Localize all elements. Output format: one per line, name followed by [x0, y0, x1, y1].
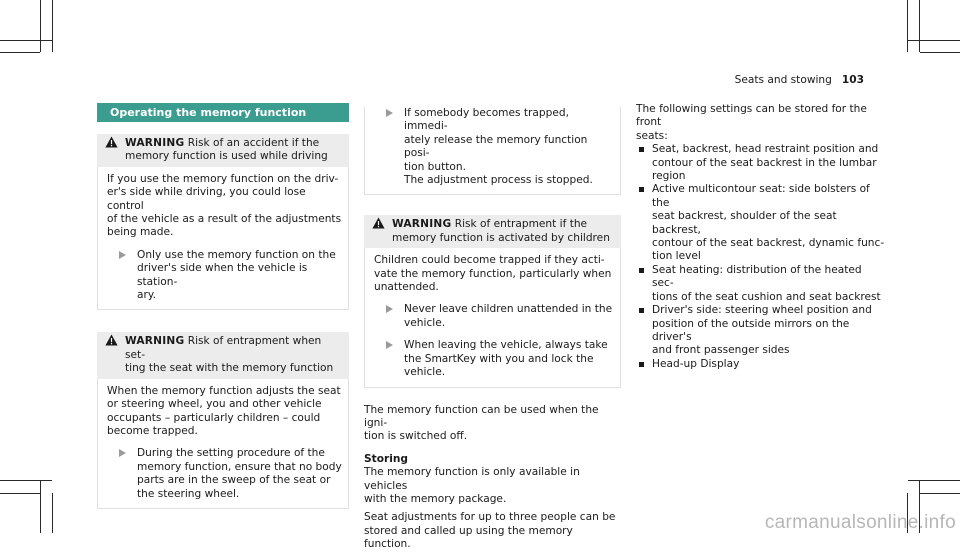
paragraph: [636, 103, 886, 143]
warning-signal-word: WARNING: [125, 137, 185, 149]
crop-mark: [920, 52, 960, 53]
action-arrow-icon: [119, 251, 126, 259]
text-line: vate the memory function, particularly when: [374, 267, 612, 280]
subheading-storing: Storing: [364, 452, 408, 465]
warning-text: [107, 173, 342, 240]
text-line: ary.: [137, 289, 156, 302]
text-line: tions of the seat cushion and seat backrest: [652, 290, 881, 303]
bullet-square-icon: [639, 147, 644, 152]
text-line: parts are in the sweep of the seat or: [137, 474, 331, 487]
text-line: vehicle.: [404, 366, 446, 379]
crop-mark: [908, 480, 960, 481]
crop-mark: [0, 480, 52, 481]
text-line: the steering wheel.: [137, 487, 240, 500]
action-step: [374, 303, 614, 330]
crop-mark: [920, 493, 960, 494]
text-line: stored and called up using the memory function.: [364, 524, 573, 551]
warning-box-entrapment-children: [364, 215, 621, 387]
text-line: Seat adjustments for up to three people can be: [364, 511, 616, 524]
warning-body: [97, 379, 349, 509]
column-left: [97, 103, 349, 509]
crop-mark: [0, 40, 52, 41]
action-arrow-icon: [386, 341, 393, 349]
text-line: During the setting procedure of the: [137, 447, 325, 460]
crop-mark: [0, 52, 40, 53]
text-line: occupants – particularly children – could: [107, 411, 321, 424]
settings-list: [636, 143, 886, 371]
text-line: of the vehicle as a result of the adjustments: [107, 213, 342, 226]
text-line: seat backrest, shoulder of the seat backrest,: [652, 210, 837, 236]
text-line: Only use the memory function on the: [137, 248, 336, 261]
action-step: [107, 447, 342, 501]
text-line: vehicle.: [404, 316, 446, 329]
text-line: er's side while driving, you could lose control: [107, 186, 306, 212]
running-header-title: Seats and stowing: [734, 74, 832, 86]
warning-head-line: Risk of an accident if the: [187, 137, 320, 149]
warning-text: [107, 385, 342, 439]
text-line: memory function, ensure that no body: [137, 460, 342, 473]
text-line: The adjustment process is stopped.: [404, 174, 593, 187]
page-number: 103: [841, 74, 864, 86]
list-item: [636, 143, 886, 183]
list-item: [636, 358, 886, 371]
text-line: If you use the memory function on the driv-: [107, 172, 339, 185]
warning-head-line: Risk of entrapment when set-: [125, 335, 322, 361]
section-title: Operating the memory function: [97, 103, 349, 122]
text-line: When the memory function adjusts the seat: [107, 384, 341, 397]
column-right: [636, 103, 886, 371]
action-step: [374, 339, 614, 379]
body-text: [636, 103, 886, 371]
text-line: Seat heating: distribution of the heated sec-: [652, 263, 862, 290]
warning-signal-word: WARNING: [125, 335, 185, 348]
text-line: Driver's side: steering wheel position and: [652, 304, 872, 317]
bullet-square-icon: [639, 268, 644, 273]
warning-body: [364, 248, 621, 387]
crop-mark: [919, 0, 920, 52]
bullet-square-icon: [639, 308, 644, 313]
text-line: The following settings can be stored for the front: [636, 103, 867, 129]
action-step: [107, 249, 342, 303]
text-line: with the memory package.: [364, 492, 507, 505]
crop-mark: [908, 40, 960, 41]
warning-head-line: memory function is activated by children: [392, 231, 610, 244]
text-line: driver's side when the vehicle is station-: [137, 262, 308, 288]
paragraph: [364, 511, 621, 551]
action-arrow-icon: [386, 305, 393, 313]
paragraph: [364, 404, 621, 444]
warning-head-line: memory function is used while driving: [125, 150, 328, 163]
crop-mark: [52, 0, 53, 52]
crop-mark: [40, 481, 41, 533]
text-line: tion button.: [404, 160, 466, 173]
text-line: unattended.: [374, 281, 439, 294]
text-line: When leaving the vehicle, always take: [404, 339, 608, 352]
crop-mark: [52, 493, 53, 533]
warning-head: [364, 215, 621, 248]
warning-box-accident: [97, 134, 349, 310]
text-line: being made.: [107, 226, 174, 239]
text-line: ately release the memory function posi-: [404, 133, 588, 160]
text-line: become trapped.: [107, 424, 198, 437]
warning-box-entrapment-setting: [97, 332, 349, 508]
warning-continuation: [364, 107, 621, 195]
list-item: [636, 304, 886, 358]
warning-head: [97, 134, 349, 167]
list-item: [636, 264, 886, 304]
body-text: [364, 404, 621, 552]
warning-triangle-icon: [372, 217, 385, 229]
warning-head: [97, 332, 349, 378]
text-line: Head-up Display: [652, 357, 740, 370]
warning-head-line: Risk of entrapment if the: [454, 218, 588, 231]
text-line: Seat, backrest, head restraint position and: [652, 143, 879, 156]
crop-mark: [907, 0, 908, 52]
list-item: [636, 183, 886, 263]
warning-triangle-icon: [105, 334, 118, 346]
crop-mark: [0, 493, 40, 494]
warning-signal-word: WARNING: [392, 218, 452, 231]
warning-triangle-icon: [105, 136, 118, 148]
bullet-square-icon: [639, 187, 644, 192]
text-line: If somebody becomes trapped, immedi-: [404, 107, 569, 133]
text-line: Children could become trapped if they acti-: [374, 254, 605, 267]
action-arrow-icon: [119, 449, 126, 457]
text-line: position of the outside mirrors on the driver's: [652, 317, 850, 343]
running-header: [735, 74, 864, 87]
text-line: Active multicontour seat: side bolsters of the: [652, 183, 870, 209]
text-line: The memory function can be used when the igni-: [364, 403, 599, 429]
action-step: [374, 107, 614, 187]
text-line: tion level: [652, 250, 701, 263]
text-line: the SmartKey with you and lock the: [404, 352, 594, 365]
text-line: or steering wheel, you and other vehicle: [107, 398, 322, 411]
watermark: carmanualsonline.info: [764, 511, 956, 533]
bullet-square-icon: [639, 362, 644, 367]
warning-body: [97, 167, 349, 311]
text-line: and front passenger sides: [652, 344, 790, 357]
text-line: contour of the seat backrest, dynamic func-: [652, 237, 885, 250]
text-line: Never leave children unattended in the: [404, 303, 613, 316]
warning-head-line: ting the seat with the memory function: [125, 362, 334, 375]
text-line: tion is switched off.: [364, 430, 468, 443]
crop-mark: [40, 0, 41, 52]
text-line: The memory function is only available in vehicles: [364, 466, 580, 492]
paragraph: [364, 466, 621, 506]
column-middle: [364, 103, 621, 552]
text-line: contour of the seat backrest in the lumbar: [652, 156, 877, 169]
text-line: seats:: [636, 129, 668, 142]
action-arrow-icon: [386, 109, 393, 117]
warning-text: [374, 254, 614, 294]
text-line: region: [652, 170, 686, 183]
